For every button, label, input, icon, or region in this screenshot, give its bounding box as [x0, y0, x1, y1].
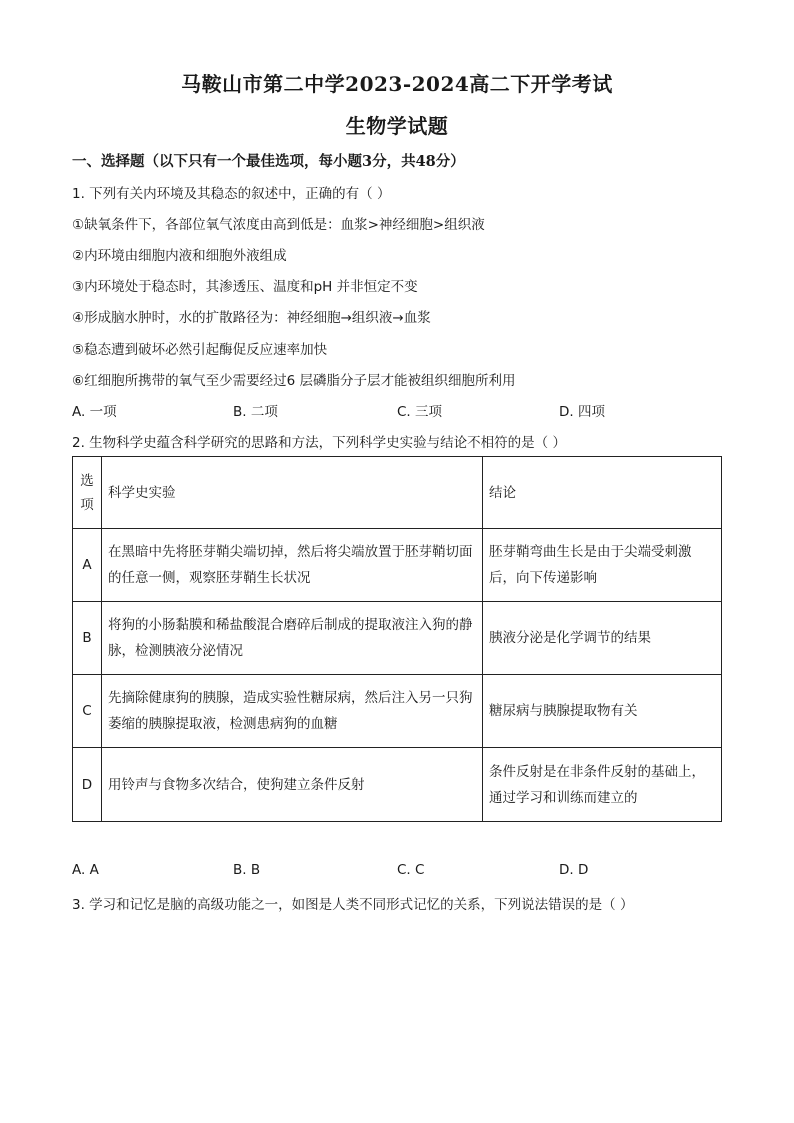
q2-option-a[interactable]: A. A	[72, 862, 99, 878]
exam-subtitle: 生物学试题	[345, 114, 449, 138]
table-row	[73, 748, 722, 822]
header-conclusion: 结论	[483, 457, 722, 529]
header-experiment: 科学史实验	[102, 457, 483, 529]
exam-title: 马鞍山市第二中学2023-2024高二下开学考试	[181, 72, 613, 96]
q1-stem: 1. 下列有关内环境及其稳态的叙述中，正确的有（ ）	[72, 186, 391, 202]
table-row	[73, 529, 722, 602]
row-conclusion: 条件反射是在非条件反射的基础上，通过学习和训练而建立的	[483, 748, 722, 822]
table-row	[73, 675, 722, 748]
row-label: C	[73, 675, 102, 748]
q1-option-a[interactable]: A. 一项	[72, 404, 117, 420]
table-row	[73, 602, 722, 675]
q1-item-5: ⑤稳态遭到破坏必然引起酶促反应速率加快	[72, 342, 328, 358]
q2-option-b[interactable]: B. B	[233, 862, 261, 878]
q2-table	[72, 456, 722, 822]
q1-item-1: ①缺氧条件下，各部位氧气浓度由高到低是：血浆>神经细胞>组织液	[72, 217, 485, 233]
q1-option-d[interactable]: D. 四项	[559, 404, 605, 420]
q1-item-2: ②内环境由细胞内液和细胞外液组成	[72, 248, 287, 264]
q1-option-b[interactable]: B. 二项	[233, 404, 278, 420]
row-label: D	[73, 748, 102, 822]
q3-stem: 3. 学习和记忆是脑的高级功能之一，如图是人类不同形式记忆的关系，下列说法错误的是（ ）	[72, 897, 634, 913]
q1-option-c[interactable]: C. 三项	[397, 404, 443, 420]
table-header-row	[73, 457, 722, 529]
q1-item-6: ⑥红细胞所携带的氧气至少需要经过6 层磷脂分子层才能被组织细胞所利用	[72, 373, 516, 389]
section-heading: 一、选择题（以下只有一个最佳选项，每小题3分，共48分）	[72, 153, 465, 170]
row-conclusion: 胚芽鞘弯曲生长是由于尖端受刺激后，向下传递影响	[483, 529, 722, 602]
row-label: B	[73, 602, 102, 675]
q1-item-3: ③内环境处于稳态时，其渗透压、温度和pH 并非恒定不变	[72, 279, 418, 295]
q2-option-d[interactable]: D. D	[559, 862, 589, 878]
row-conclusion: 糖尿病与胰腺提取物有关	[483, 675, 722, 748]
header-option: 选 项	[73, 457, 102, 529]
row-experiment: 先摘除健康狗的胰腺，造成实验性糖尿病，然后注入另一只狗萎缩的胰腺提取液，检测患病狗的血糖	[102, 675, 483, 748]
row-label: A	[73, 529, 102, 602]
q2-option-c[interactable]: C. C	[397, 862, 425, 878]
row-experiment: 在黑暗中先将胚芽鞘尖端切掉，然后将尖端放置于胚芽鞘切面的任意一侧，观察胚芽鞘生长状况	[102, 529, 483, 602]
q2-stem: 2. 生物科学史蕴含科学研究的思路和方法，下列科学史实验与结论不相符的是（ ）	[72, 435, 566, 451]
row-experiment: 将狗的小肠黏膜和稀盐酸混合磨碎后制成的提取液注入狗的静脉，检测胰液分泌情况	[102, 602, 483, 675]
row-experiment: 用铃声与食物多次结合，使狗建立条件反射	[102, 748, 483, 822]
q1-item-4: ④形成脑水肿时，水的扩散路径为：神经细胞→组织液→血浆	[72, 310, 431, 326]
row-conclusion: 胰液分泌是化学调节的结果	[483, 602, 722, 675]
